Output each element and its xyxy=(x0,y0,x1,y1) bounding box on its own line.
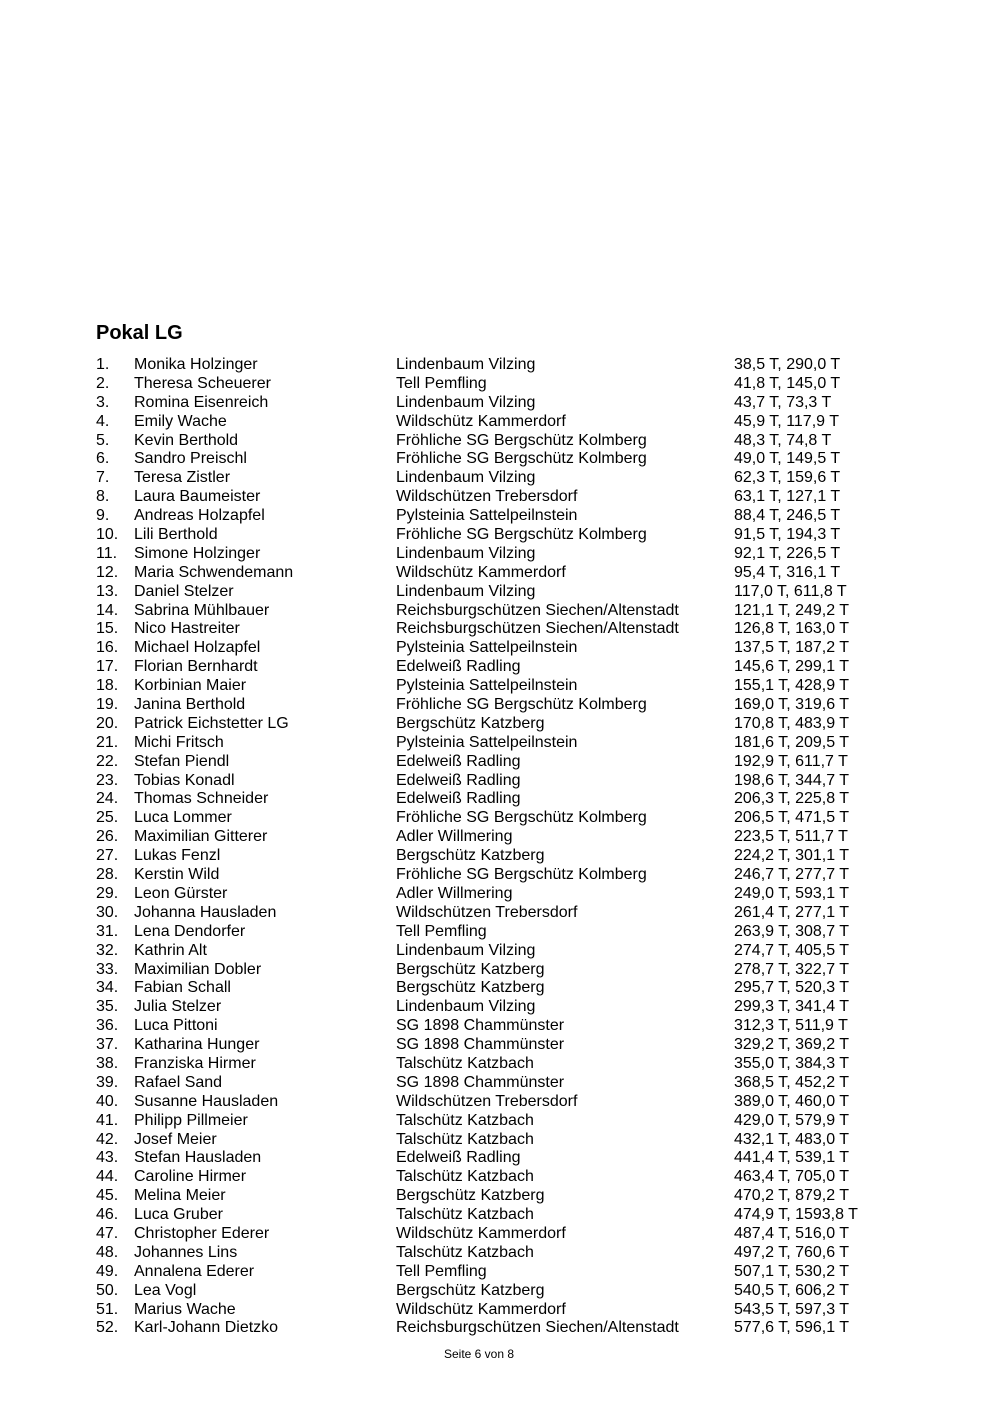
result-row xyxy=(96,545,916,564)
result-score: 198,6 T, 344,7 T xyxy=(734,771,850,789)
result-row xyxy=(96,356,916,375)
result-rank: 8. xyxy=(96,488,110,506)
result-name: Leon Gürster xyxy=(134,884,228,902)
result-name: Kevin Berthold xyxy=(134,431,239,449)
result-row xyxy=(96,1112,916,1131)
result-club: Adler Willmering xyxy=(396,828,513,846)
result-score: 91,5 T, 194,3 T xyxy=(734,526,841,544)
result-rank: 10. xyxy=(96,526,119,544)
result-club: Fröhliche SG Bergschütz Kolmberg xyxy=(396,809,647,827)
result-club: Lindenbaum Vilzing xyxy=(396,393,536,411)
result-score: 41,8 T, 145,0 T xyxy=(734,374,841,392)
result-row xyxy=(96,866,916,885)
result-rank: 12. xyxy=(96,563,119,581)
result-rank: 21. xyxy=(96,733,119,751)
result-rank: 28. xyxy=(96,866,119,884)
result-name: Tobias Konadl xyxy=(134,771,235,789)
result-score: 274,7 T, 405,5 T xyxy=(734,941,850,959)
result-rank: 44. xyxy=(96,1168,119,1186)
result-club: Tell Pemfling xyxy=(396,374,487,392)
result-score: 329,2 T, 369,2 T xyxy=(734,1036,850,1054)
result-club: Wildschütz Kammerdorf xyxy=(396,412,566,430)
result-name: Stefan Hausladen xyxy=(134,1149,262,1167)
result-name: Thomas Schneider xyxy=(134,790,269,808)
result-club: Tell Pemfling xyxy=(396,1262,487,1280)
result-row xyxy=(96,1036,916,1055)
result-club: SG 1898 Chammünster xyxy=(396,1073,565,1091)
result-club: SG 1898 Chammünster xyxy=(396,1017,565,1035)
result-row xyxy=(96,1055,916,1074)
result-club: Reichsburgschützen Siechen/Altenstadt xyxy=(396,620,679,638)
result-row xyxy=(96,564,916,583)
result-club: Fröhliche SG Bergschütz Kolmberg xyxy=(396,450,647,468)
result-name: Andreas Holzapfel xyxy=(134,507,265,525)
result-rank: 39. xyxy=(96,1073,119,1091)
result-rank: 22. xyxy=(96,752,119,770)
result-name: Franziska Hirmer xyxy=(134,1054,256,1072)
result-row xyxy=(96,1093,916,1112)
results-list xyxy=(96,356,916,1338)
result-club: Lindenbaum Vilzing xyxy=(396,544,536,562)
result-score: 170,8 T, 483,9 T xyxy=(734,714,850,732)
result-rank: 24. xyxy=(96,790,119,808)
result-rank: 34. xyxy=(96,979,119,997)
result-row xyxy=(96,809,916,828)
result-name: Romina Eisenreich xyxy=(134,393,269,411)
result-club: Tell Pemfling xyxy=(396,922,487,940)
result-club: Wildschütz Kammerdorf xyxy=(396,1224,566,1242)
result-score: 429,0 T, 579,9 T xyxy=(734,1111,850,1129)
result-rank: 49. xyxy=(96,1262,119,1280)
result-rank: 46. xyxy=(96,1206,119,1224)
page-footer: Seite 6 von 8 xyxy=(443,1347,515,1361)
result-club: Lindenbaum Vilzing xyxy=(396,582,536,600)
result-name: Lena Dendorfer xyxy=(134,922,246,940)
result-row xyxy=(96,1301,916,1320)
result-rank: 20. xyxy=(96,714,119,732)
result-rank: 50. xyxy=(96,1281,119,1299)
result-name: Maximilian Gitterer xyxy=(134,828,268,846)
result-row xyxy=(96,413,916,432)
result-club: Talschütz Katzbach xyxy=(396,1054,534,1072)
result-club: Fröhliche SG Bergschütz Kolmberg xyxy=(396,431,647,449)
result-name: Simone Holzinger xyxy=(134,544,261,562)
result-row xyxy=(96,488,916,507)
result-score: 299,3 T, 341,4 T xyxy=(734,998,850,1016)
result-rank: 4. xyxy=(96,412,110,430)
result-name: Korbinian Maier xyxy=(134,677,247,695)
result-rank: 41. xyxy=(96,1111,119,1129)
result-rank: 3. xyxy=(96,393,110,411)
result-name: Josef Meier xyxy=(134,1130,217,1148)
result-rank: 31. xyxy=(96,922,119,940)
result-row xyxy=(96,375,916,394)
result-club: Talschütz Katzbach xyxy=(396,1168,534,1186)
result-row xyxy=(96,998,916,1017)
result-rank: 2. xyxy=(96,374,110,392)
result-club: Reichsburgschützen Siechen/Altenstadt xyxy=(396,601,679,619)
result-row xyxy=(96,677,916,696)
result-row xyxy=(96,1168,916,1187)
result-club: Bergschütz Katzberg xyxy=(396,1281,545,1299)
result-name: Teresa Zistler xyxy=(134,469,231,487)
result-club: Lindenbaum Vilzing xyxy=(396,356,536,373)
result-score: 463,4 T, 705,0 T xyxy=(734,1168,850,1186)
result-club: Talschütz Katzbach xyxy=(396,1206,534,1224)
result-name: Patrick Eichstetter LG xyxy=(134,714,289,732)
result-name: Theresa Scheuerer xyxy=(134,374,271,392)
result-rank: 17. xyxy=(96,658,119,676)
result-club: Wildschützen Trebersdorf xyxy=(396,903,578,921)
result-score: 261,4 T, 277,1 T xyxy=(734,903,850,921)
result-rank: 29. xyxy=(96,884,119,902)
result-score: 145,6 T, 299,1 T xyxy=(734,658,850,676)
result-name: Melina Meier xyxy=(134,1187,226,1205)
result-name: Rafael Sand xyxy=(134,1073,223,1091)
result-name: Emily Wache xyxy=(134,412,227,430)
result-rank: 51. xyxy=(96,1300,119,1318)
result-row xyxy=(96,1149,916,1168)
result-row xyxy=(96,828,916,847)
result-name: Kathrin Alt xyxy=(134,941,207,959)
result-club: Wildschütz Kammerdorf xyxy=(396,563,566,581)
result-score: 312,3 T, 511,9 T xyxy=(734,1017,848,1035)
result-name: Kerstin Wild xyxy=(134,866,220,884)
result-score: 126,8 T, 163,0 T xyxy=(734,620,850,638)
result-rank: 11. xyxy=(96,544,118,562)
result-club: Wildschützen Trebersdorf xyxy=(396,1092,578,1110)
result-row xyxy=(96,847,916,866)
result-row xyxy=(96,885,916,904)
result-name: Susanne Hausladen xyxy=(134,1092,279,1110)
result-club: Bergschütz Katzberg xyxy=(396,847,545,865)
result-score: 169,0 T, 319,6 T xyxy=(734,696,850,714)
result-club: Talschütz Katzbach xyxy=(396,1243,534,1261)
result-score: 192,9 T, 611,7 T xyxy=(734,752,848,770)
result-club: Bergschütz Katzberg xyxy=(396,714,545,732)
result-name: Luca Gruber xyxy=(134,1206,223,1224)
result-name: Annalena Ederer xyxy=(134,1262,255,1280)
result-row xyxy=(96,526,916,545)
result-rank: 6. xyxy=(96,450,110,468)
result-rank: 19. xyxy=(96,696,119,714)
result-score: 38,5 T, 290,0 T xyxy=(734,356,841,373)
result-club: Wildschütz Kammerdorf xyxy=(396,1300,566,1318)
result-club: Edelweiß Radling xyxy=(396,771,521,789)
result-rank: 14. xyxy=(96,601,119,619)
result-club: Pylsteinia Sattelpeilnstein xyxy=(396,733,578,751)
result-row xyxy=(96,923,916,942)
result-score: 63,1 T, 127,1 T xyxy=(734,488,841,506)
result-row xyxy=(96,753,916,772)
result-row xyxy=(96,450,916,469)
result-score: 137,5 T, 187,2 T xyxy=(734,639,850,657)
result-score: 355,0 T, 384,3 T xyxy=(734,1054,850,1072)
result-score: 540,5 T, 606,2 T xyxy=(734,1281,850,1299)
result-row xyxy=(96,1074,916,1093)
result-row xyxy=(96,696,916,715)
result-name: Monika Holzinger xyxy=(134,356,258,373)
result-name: Michi Fritsch xyxy=(134,733,224,751)
result-name: Maximilian Dobler xyxy=(134,960,262,978)
result-club: Reichsburgschützen Siechen/Altenstadt xyxy=(396,1319,679,1337)
result-name: Julia Stelzer xyxy=(134,998,222,1016)
result-rank: 15. xyxy=(96,620,119,638)
result-rank: 5. xyxy=(96,431,110,449)
result-club: Talschütz Katzbach xyxy=(396,1130,534,1148)
result-score: 88,4 T, 246,5 T xyxy=(734,507,841,525)
result-rank: 30. xyxy=(96,903,119,921)
result-club: Pylsteinia Sattelpeilnstein xyxy=(396,677,578,695)
result-name: Karl-Johann Dietzko xyxy=(134,1319,279,1337)
result-rank: 26. xyxy=(96,828,119,846)
result-name: Luca Pittoni xyxy=(134,1017,218,1035)
result-score: 49,0 T, 149,5 T xyxy=(734,450,841,468)
result-row xyxy=(96,469,916,488)
result-club: Edelweiß Radling xyxy=(396,790,521,808)
result-rank: 47. xyxy=(96,1224,119,1242)
result-rank: 32. xyxy=(96,941,119,959)
result-row xyxy=(96,1244,916,1263)
result-name: Johannes Lins xyxy=(134,1243,238,1261)
result-name: Laura Baumeister xyxy=(134,488,261,506)
result-club: Lindenbaum Vilzing xyxy=(396,941,536,959)
result-score: 48,3 T, 74,8 T xyxy=(734,431,832,449)
result-rank: 43. xyxy=(96,1149,119,1167)
result-club: Edelweiß Radling xyxy=(396,658,521,676)
result-row xyxy=(96,979,916,998)
result-score: 278,7 T, 322,7 T xyxy=(734,960,850,978)
result-row xyxy=(96,1206,916,1225)
result-score: 206,5 T, 471,5 T xyxy=(734,809,850,827)
result-club: Bergschütz Katzberg xyxy=(396,979,545,997)
result-name: Caroline Hirmer xyxy=(134,1168,247,1186)
result-name: Michael Holzapfel xyxy=(134,639,261,657)
result-rank: 38. xyxy=(96,1054,119,1072)
result-rank: 45. xyxy=(96,1187,119,1205)
result-score: 155,1 T, 428,9 T xyxy=(734,677,850,695)
result-club: SG 1898 Chammünster xyxy=(396,1036,565,1054)
result-row xyxy=(96,639,916,658)
result-row xyxy=(96,1319,916,1338)
result-rank: 27. xyxy=(96,847,119,865)
result-rank: 37. xyxy=(96,1036,119,1054)
result-name: Marius Wache xyxy=(134,1300,236,1318)
result-row xyxy=(96,620,916,639)
result-rank: 1. xyxy=(96,356,110,373)
result-row xyxy=(96,432,916,451)
result-score: 92,1 T, 226,5 T xyxy=(734,544,841,562)
result-row xyxy=(96,1263,916,1282)
result-score: 223,5 T, 511,7 T xyxy=(734,828,848,846)
result-rank: 42. xyxy=(96,1130,119,1148)
result-rank: 13. xyxy=(96,582,119,600)
result-score: 368,5 T, 452,2 T xyxy=(734,1073,850,1091)
result-club: Pylsteinia Sattelpeilnstein xyxy=(396,507,578,525)
result-club: Bergschütz Katzberg xyxy=(396,1187,545,1205)
result-name: Lukas Fenzl xyxy=(134,847,221,865)
page-title: Pokal LG xyxy=(96,322,183,344)
result-row xyxy=(96,942,916,961)
result-rank: 23. xyxy=(96,771,119,789)
result-score: 263,9 T, 308,7 T xyxy=(734,922,850,940)
result-row xyxy=(96,602,916,621)
result-rank: 9. xyxy=(96,507,110,525)
result-rank: 33. xyxy=(96,960,119,978)
result-name: Janina Berthold xyxy=(134,696,246,714)
result-name: Philipp Pillmeier xyxy=(134,1111,248,1129)
result-name: Nico Hastreiter xyxy=(134,620,240,638)
result-score: 45,9 T, 117,9 T xyxy=(734,412,839,430)
result-score: 121,1 T, 249,2 T xyxy=(734,601,850,619)
result-rank: 35. xyxy=(96,998,119,1016)
result-club: Edelweiß Radling xyxy=(396,752,521,770)
result-row xyxy=(96,1131,916,1150)
result-score: 470,2 T, 879,2 T xyxy=(734,1187,850,1205)
result-name: Luca Lommer xyxy=(134,809,232,827)
result-score: 543,5 T, 597,3 T xyxy=(734,1300,850,1318)
result-row xyxy=(96,715,916,734)
result-row xyxy=(96,961,916,980)
result-row xyxy=(96,1017,916,1036)
result-name: Christopher Ederer xyxy=(134,1224,270,1242)
result-name: Maria Schwendemann xyxy=(134,563,294,581)
result-row xyxy=(96,1187,916,1206)
result-club: Bergschütz Katzberg xyxy=(396,960,545,978)
result-row xyxy=(96,790,916,809)
result-row xyxy=(96,772,916,791)
result-rank: 16. xyxy=(96,639,119,657)
result-name: Lea Vogl xyxy=(134,1281,197,1299)
result-rank: 40. xyxy=(96,1092,119,1110)
result-club: Talschütz Katzbach xyxy=(396,1111,534,1129)
result-score: 497,2 T, 760,6 T xyxy=(734,1243,850,1261)
result-club: Edelweiß Radling xyxy=(396,1149,521,1167)
result-name: Johanna Hausladen xyxy=(134,903,277,921)
result-club: Fröhliche SG Bergschütz Kolmberg xyxy=(396,866,647,884)
result-row xyxy=(96,507,916,526)
result-club: Pylsteinia Sattelpeilnstein xyxy=(396,639,578,657)
result-row xyxy=(96,1225,916,1244)
result-score: 62,3 T, 159,6 T xyxy=(734,469,841,487)
result-score: 432,1 T, 483,0 T xyxy=(734,1130,850,1148)
result-row xyxy=(96,394,916,413)
result-score: 117,0 T, 611,8 T xyxy=(734,582,847,600)
result-name: Katharina Hunger xyxy=(134,1036,260,1054)
result-score: 246,7 T, 277,7 T xyxy=(734,866,850,884)
result-row xyxy=(96,658,916,677)
result-name: Stefan Piendl xyxy=(134,752,230,770)
result-row xyxy=(96,904,916,923)
result-rank: 25. xyxy=(96,809,119,827)
result-row xyxy=(96,583,916,602)
result-score: 224,2 T, 301,1 T xyxy=(734,847,850,865)
result-name: Daniel Stelzer xyxy=(134,582,234,600)
result-rank: 18. xyxy=(96,677,119,695)
result-club: Wildschützen Trebersdorf xyxy=(396,488,578,506)
result-name: Fabian Schall xyxy=(134,979,231,997)
result-name: Florian Bernhardt xyxy=(134,658,258,676)
result-score: 181,6 T, 209,5 T xyxy=(734,733,850,751)
result-name: Sandro Preischl xyxy=(134,450,247,468)
result-score: 206,3 T, 225,8 T xyxy=(734,790,850,808)
result-score: 507,1 T, 530,2 T xyxy=(734,1262,850,1280)
result-score: 577,6 T, 596,1 T xyxy=(734,1319,850,1337)
result-rank: 36. xyxy=(96,1017,119,1035)
result-score: 441,4 T, 539,1 T xyxy=(734,1149,850,1167)
result-club: Lindenbaum Vilzing xyxy=(396,998,536,1016)
result-rank: 48. xyxy=(96,1243,119,1261)
result-club: Lindenbaum Vilzing xyxy=(396,469,536,487)
result-score: 95,4 T, 316,1 T xyxy=(734,563,841,581)
result-score: 389,0 T, 460,0 T xyxy=(734,1092,850,1110)
result-name: Lili Berthold xyxy=(134,526,218,544)
result-score: 295,7 T, 520,3 T xyxy=(734,979,850,997)
result-club: Fröhliche SG Bergschütz Kolmberg xyxy=(396,526,647,544)
result-club: Adler Willmering xyxy=(396,884,513,902)
result-club: Fröhliche SG Bergschütz Kolmberg xyxy=(396,696,647,714)
result-score: 249,0 T, 593,1 T xyxy=(734,884,850,902)
result-name: Sabrina Mühlbauer xyxy=(134,601,270,619)
result-score: 43,7 T, 73,3 T xyxy=(734,393,832,411)
result-rank: 52. xyxy=(96,1319,119,1337)
result-score: 474,9 T, 1593,8 T xyxy=(734,1206,858,1224)
result-row xyxy=(96,734,916,753)
result-rank: 7. xyxy=(96,469,110,487)
result-row xyxy=(96,1282,916,1301)
result-score: 487,4 T, 516,0 T xyxy=(734,1224,850,1242)
